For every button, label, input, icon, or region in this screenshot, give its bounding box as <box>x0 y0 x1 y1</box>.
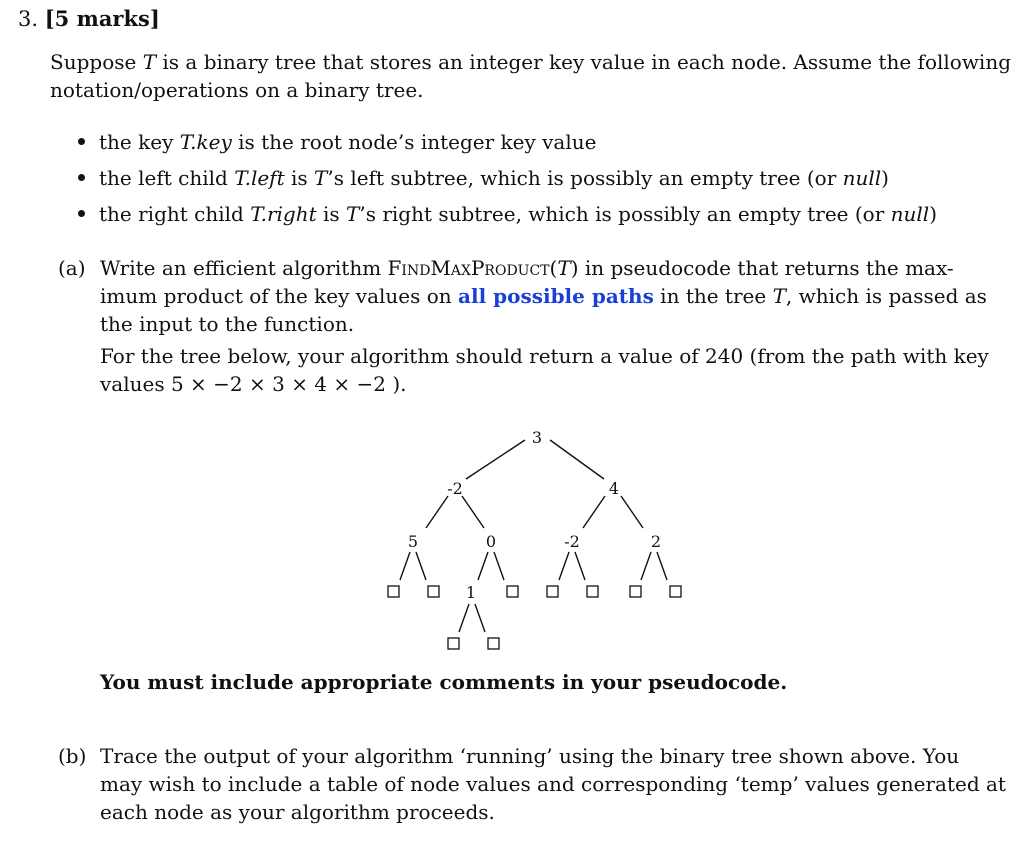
empty-node-icon <box>630 586 641 597</box>
empty-node-icon <box>388 586 399 597</box>
empty-node-icon <box>547 586 558 597</box>
tree-edge <box>583 496 605 528</box>
tree-edge <box>459 604 469 632</box>
intro-line-1: Suppose T is a binary tree that stores an integer key value in each node. Assume the following <box>50 50 1012 74</box>
tree-edge <box>494 552 504 580</box>
tree-node-left-right: 0 <box>485 532 497 551</box>
tree-node-left-right-left: 1 <box>465 583 477 602</box>
question-number: 3. <box>18 7 39 31</box>
tree-node-left: -2 <box>447 479 463 498</box>
part-b-text <box>100 742 1006 826</box>
tree-edge <box>475 604 485 632</box>
empty-node-icon <box>488 638 499 649</box>
tree-edge <box>559 552 569 580</box>
tree-edge <box>462 496 484 528</box>
intro-line-2: notation/operations on a binary tree. <box>50 78 424 102</box>
tree-edge <box>641 552 651 580</box>
part-b-label: (b) <box>58 744 87 768</box>
bullet-item-key: the key T.key is the root node’s integer key value <box>78 128 596 156</box>
tree-node-root: 3 <box>531 428 543 447</box>
empty-node-icon <box>507 586 518 597</box>
tree-edge <box>466 440 525 479</box>
part-b-line-1: Trace the output of your algorithm ‘running’ using the binary tree shown above. You <box>100 744 960 768</box>
empty-node-icon <box>428 586 439 597</box>
tree-node-right-left: -2 <box>564 532 580 551</box>
tree-edge <box>416 552 426 580</box>
tree-node-right: 4 <box>608 479 620 498</box>
comment-requirement: You must include appropriate comments in your pseudocode. <box>100 670 788 694</box>
empty-node-icon <box>448 638 459 649</box>
function-name: FindMaxProduct <box>387 256 550 280</box>
question-marks: [5 marks] <box>44 6 160 31</box>
part-a-line-2: imum product of the key values on all possible paths in the tree T, which is passed as <box>100 284 987 308</box>
part-a-line-4: For the tree below, your algorithm should return a value of 240 (from the path with key <box>100 344 989 368</box>
part-a-label: (a) <box>58 256 86 280</box>
bullet-item-left: the left child T.left is T’s left subtree, which is possibly an empty tree (or null) <box>78 164 889 192</box>
part-b-line-2: may wish to include a table of node values and corresponding ‘temp’ values generated at <box>100 772 1006 796</box>
tree-edge <box>478 552 488 580</box>
empty-node-icon <box>670 586 681 597</box>
tree-node-right-right: 2 <box>650 532 662 551</box>
part-a-line-5: values 5 × −2 × 3 × 4 × −2 ). <box>100 372 407 396</box>
tree-edge <box>657 552 667 580</box>
tree-edge <box>400 552 410 580</box>
empty-node-icon <box>587 586 598 597</box>
highlight-all-paths: all possible paths <box>458 284 654 308</box>
part-b-line-3: each node as your algorithm proceeds. <box>100 800 495 824</box>
tree-edge <box>621 496 643 528</box>
tree-edge <box>426 496 448 528</box>
tree-edge <box>550 440 604 479</box>
tree-edge <box>575 552 585 580</box>
part-a-line-1: Write an efficient algorithm FindMaxProduct(T) in pseudocode that returns the max- <box>100 256 954 280</box>
part-a-line-3: the input to the function. <box>100 312 355 336</box>
tree-node-left-left: 5 <box>407 532 419 551</box>
bullet-item-right: the right child T.right is T’s right subtree, which is possibly an empty tree (or null) <box>78 200 937 228</box>
